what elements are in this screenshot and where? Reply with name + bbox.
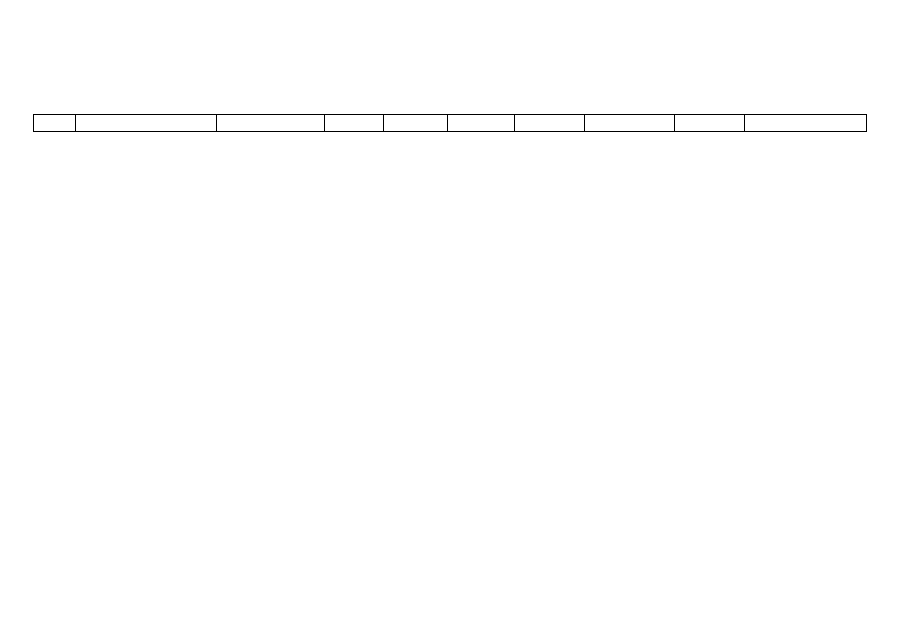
column-header-cell — [34, 115, 76, 132]
column-header-cell — [585, 115, 675, 132]
column-header-row — [34, 115, 867, 132]
column-header-cell — [324, 115, 383, 132]
column-header-cell — [674, 115, 744, 132]
column-header-cell — [217, 115, 325, 132]
column-header-cell — [76, 115, 217, 132]
column-header-cell — [448, 115, 514, 132]
column-header-table — [33, 114, 867, 132]
column-header-cell — [745, 115, 867, 132]
column-header-cell — [514, 115, 584, 132]
column-header-cell — [384, 115, 448, 132]
